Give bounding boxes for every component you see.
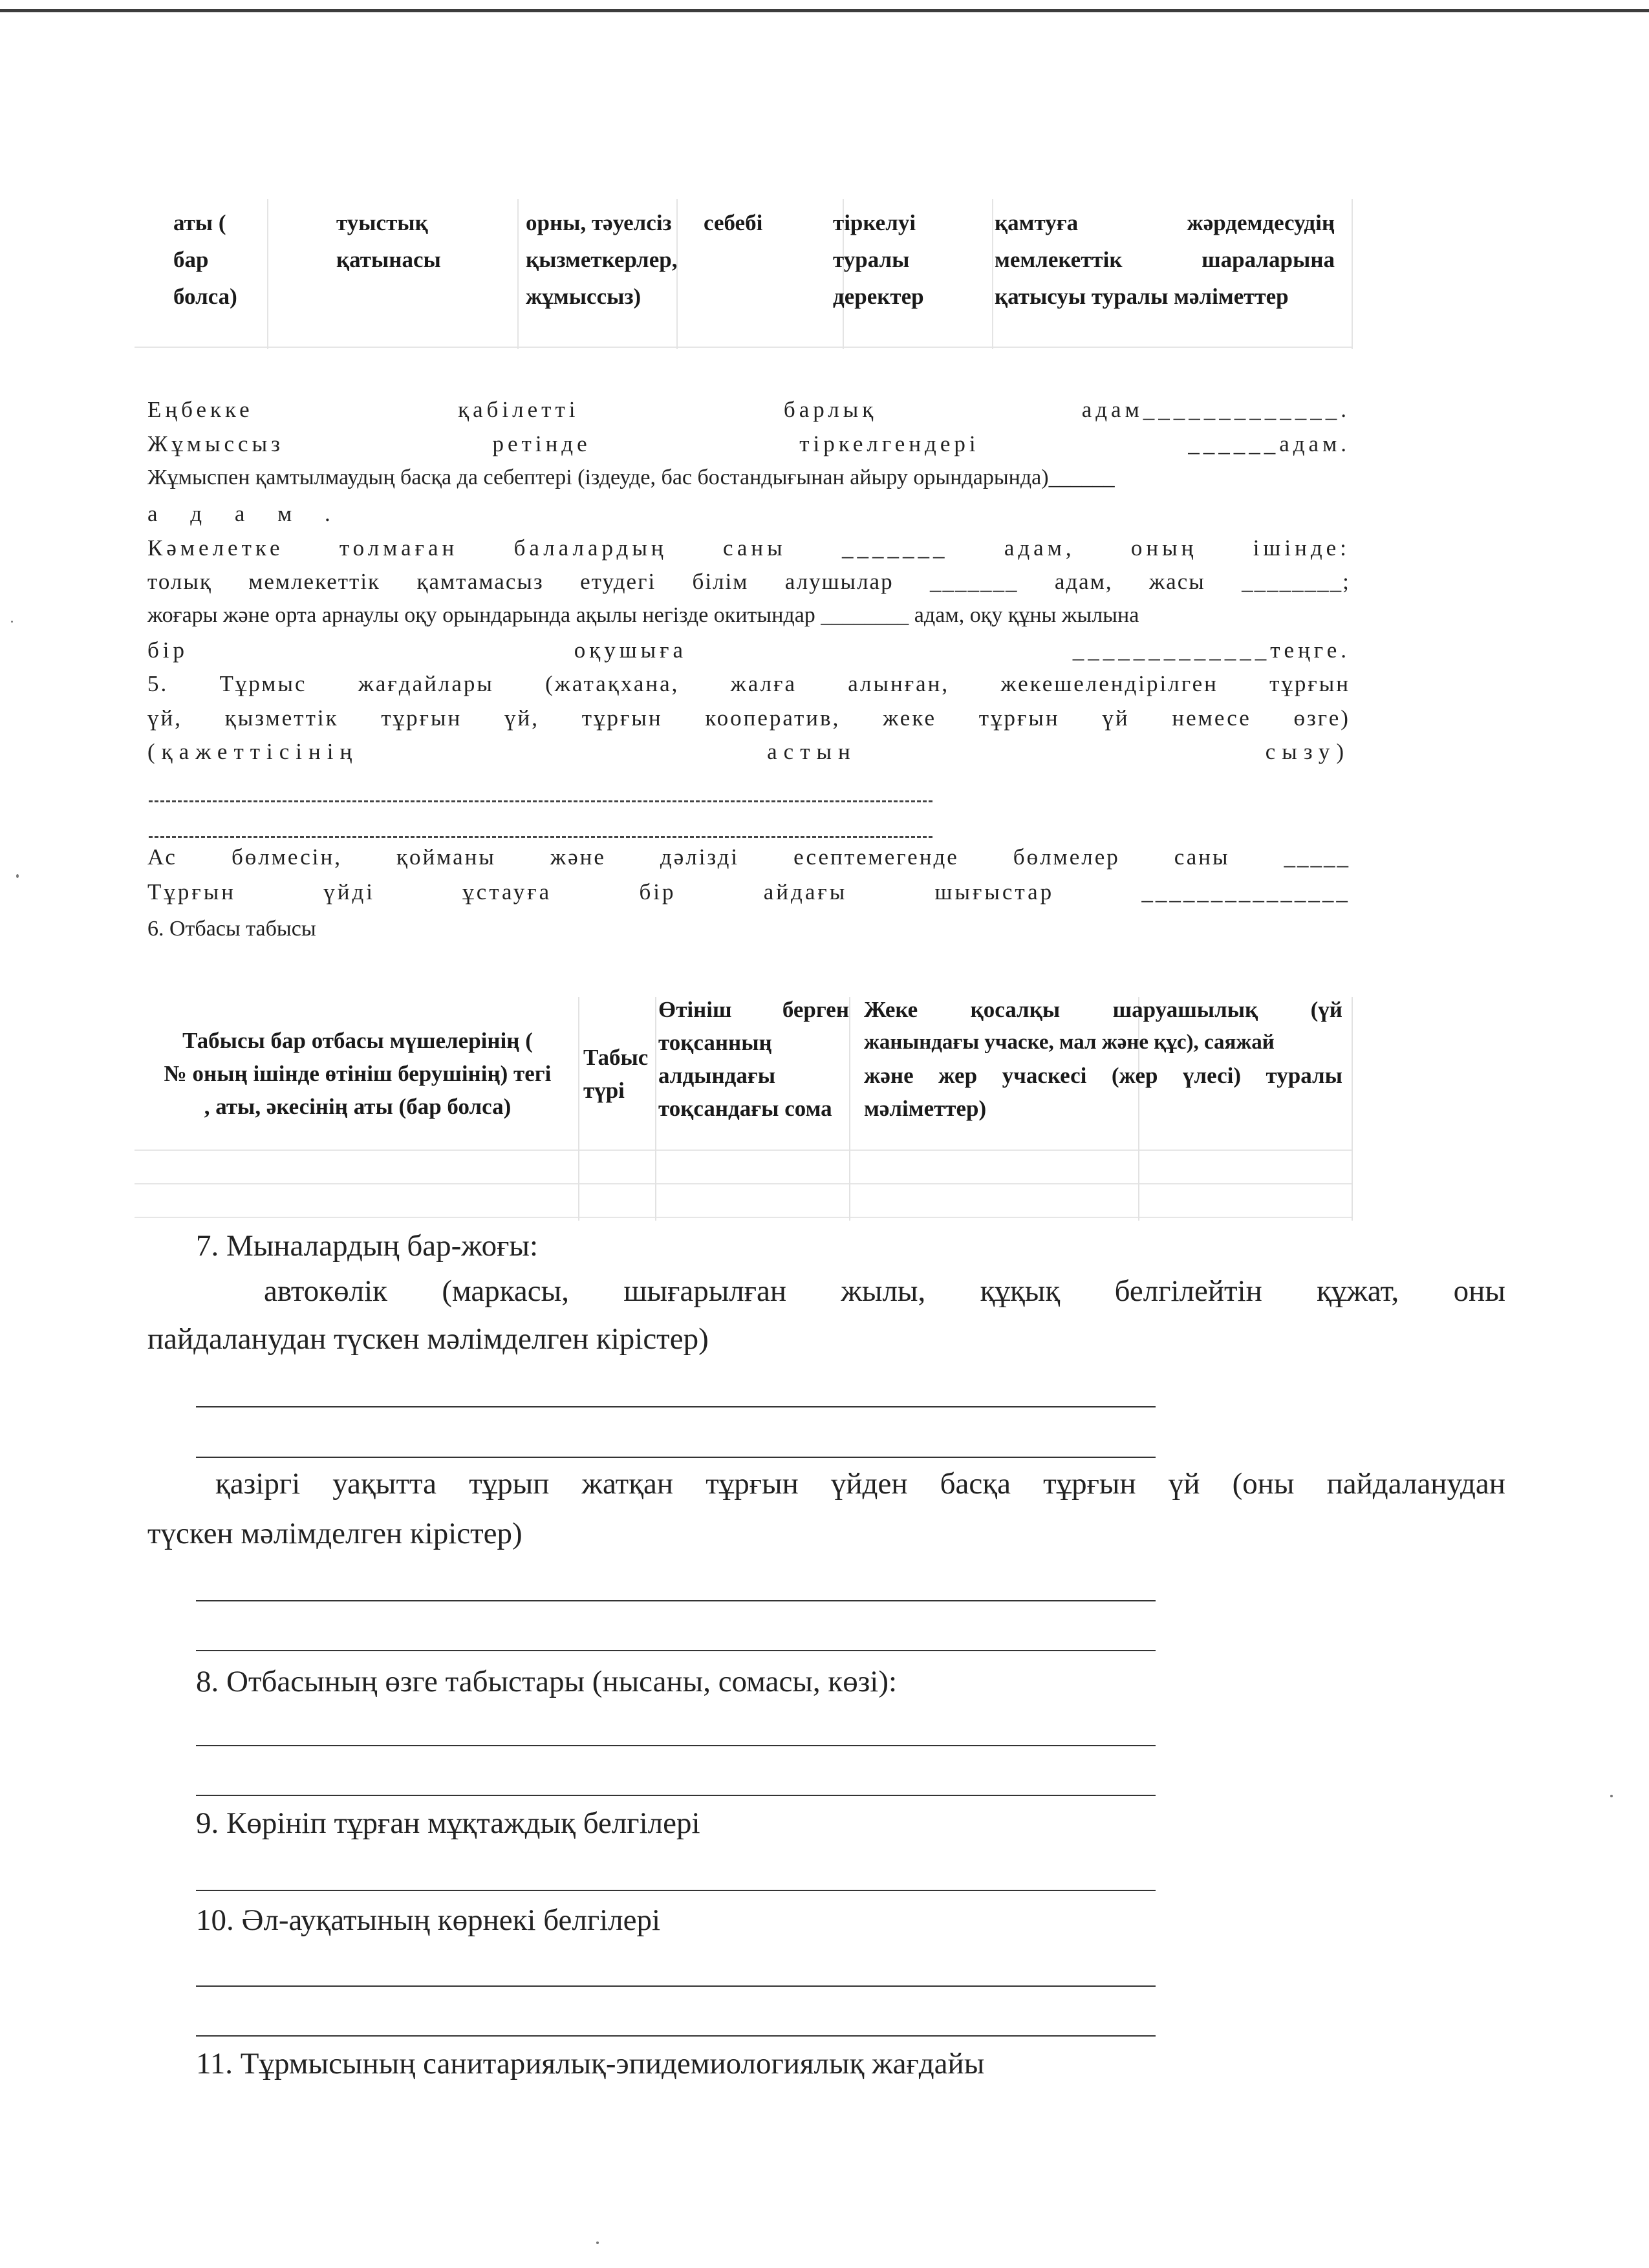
vehicle-line-2 [147, 1321, 709, 1356]
blank-line [196, 1600, 1156, 1601]
text-word: тұрғын [706, 1467, 799, 1501]
header-text: және [864, 1063, 914, 1088]
text-word: ________; [1242, 569, 1350, 594]
table-rule [1352, 997, 1353, 1221]
text-word: оқушыға [574, 637, 687, 663]
justified-line [147, 671, 1350, 697]
text-word: мемлекеттік [248, 569, 381, 594]
blank-line [196, 1650, 1156, 1651]
table-rule [135, 1150, 1353, 1151]
header-text: бар [173, 247, 209, 272]
justified-line [147, 879, 1350, 905]
minors-line [147, 535, 1350, 561]
scan-speck [1610, 1795, 1613, 1797]
text-word: ретінде [492, 431, 591, 456]
text-word: жатқан [581, 1467, 674, 1501]
section-8-title [196, 1664, 897, 1699]
text-word: үй [1168, 1467, 1200, 1501]
housing-types-line [147, 705, 1350, 731]
text-word: кооператив, [705, 705, 841, 731]
text-word: Еңбекке [147, 397, 253, 422]
justified-line [215, 1466, 1505, 1501]
table-rule [517, 199, 519, 349]
text-word: адам_____________. [1081, 397, 1350, 422]
text-word: және [550, 844, 606, 870]
header-member-name [135, 1024, 581, 1123]
scan-border [0, 0, 1649, 14]
header-text: жұмыссыз) [526, 284, 641, 309]
text-word: үйден [830, 1467, 908, 1501]
justified-line [147, 739, 1350, 765]
text-word: толмаған [339, 535, 458, 561]
rooms-line [147, 844, 1350, 870]
header-quarter-sum [658, 993, 849, 1125]
header-text: , аты, әкесінің аты (бар болса) [204, 1094, 512, 1119]
text-line: 9. Көрініп тұрған мұқтаждық белгілері [196, 1806, 700, 1840]
scan-speck [596, 2241, 599, 2244]
text-word: (оны [1232, 1467, 1295, 1501]
text-word: құқық [980, 1274, 1061, 1308]
justified-line [147, 705, 1350, 731]
justified-line [264, 1274, 1505, 1309]
header-text: болса) [173, 284, 237, 309]
text-word: пайдаланудан [1326, 1467, 1505, 1501]
header-text: (үй [1310, 997, 1342, 1022]
blank-line [196, 1890, 1156, 1891]
header-occupation [526, 204, 677, 315]
header-text: жер [938, 1063, 978, 1088]
text-word: тұрғын [1269, 671, 1350, 696]
text-word: жеке [883, 705, 937, 731]
text-word: бір [639, 879, 676, 904]
header-text: Жеке [864, 997, 918, 1022]
text-word: үйді [323, 879, 376, 904]
text-line: 7. Мыналардың бар-жоғы: [196, 1229, 539, 1263]
text-word: қызметтік [224, 705, 339, 731]
header-income-type [583, 1041, 648, 1107]
text-word: саны [1174, 844, 1230, 870]
text-word: барлық [783, 397, 878, 422]
text-word: _____________теңге. [1072, 637, 1350, 663]
justified-line [147, 569, 1350, 595]
text-word: жалға [730, 671, 797, 696]
header-name [173, 204, 264, 315]
text-word: басқа [940, 1467, 1011, 1501]
header-employment-measures [995, 204, 1335, 315]
header-text: мемлекеттік шараларына [995, 247, 1335, 272]
justified-line [147, 431, 1350, 457]
text-word: ұстауға [462, 879, 552, 904]
text-word: (қажеттісінің [147, 739, 359, 764]
table-rule [1352, 199, 1353, 349]
header-line [173, 204, 264, 241]
text-word: _______________ [1141, 879, 1350, 904]
header-text: туыстық [336, 210, 428, 235]
text-word: тұрғын [581, 705, 663, 731]
text-word: бөлмелер [1013, 844, 1120, 870]
other-housing-line-2 [147, 1516, 523, 1551]
text-word: толық [147, 569, 212, 594]
text-line: а д а м . [147, 501, 330, 526]
scan-speck [11, 621, 13, 623]
table-rule [135, 347, 1353, 348]
text-word: үй [1102, 705, 1130, 731]
header-relation [336, 204, 441, 278]
text-word: автокөлік [264, 1274, 387, 1308]
justified-line [147, 844, 1350, 870]
header-text: қызметкерлер, [526, 247, 678, 272]
text-word: шығарылған [623, 1274, 787, 1308]
section-9-title [196, 1806, 700, 1841]
table-rule [849, 997, 850, 1221]
table-rule [992, 199, 993, 349]
section-10-title [196, 1903, 660, 1938]
blank-line [196, 1457, 1156, 1458]
text-word: дәлізді [660, 844, 740, 870]
expenses-line [147, 879, 1350, 905]
text-word: білім [692, 569, 749, 594]
header-text: тоқсандағы сома [658, 1096, 832, 1121]
header-text: қатысуы туралы мәліметтер [995, 284, 1289, 309]
header-text: себебі [704, 210, 763, 235]
text-word: оны [1453, 1274, 1505, 1308]
text-word: қойманы [396, 844, 496, 870]
header-text: үлесі) [1182, 1063, 1241, 1088]
vehicle-line [264, 1274, 1505, 1309]
text-word: астын [767, 739, 857, 764]
workers-line [147, 397, 1350, 423]
text-word: тұрып [469, 1467, 550, 1501]
header-reason [704, 204, 762, 241]
text-line: жоғары және орта арнаулы оқу орындарында ақылы негізде окитындар ________ адам, оқу құны жылына [147, 603, 1139, 627]
text-word: оның [1130, 535, 1198, 561]
text-word: қазіргі [215, 1467, 301, 1501]
blank-line [196, 2035, 1156, 2037]
table-rule [135, 1217, 1353, 1218]
text-word: өзге) [1293, 705, 1350, 731]
text-word: жағдайлары [358, 671, 494, 696]
blank-line [196, 1745, 1156, 1746]
section-11-title [196, 2046, 984, 2081]
family-members-table [135, 199, 1353, 349]
blank-line [149, 800, 932, 802]
header-text: шаруашылық [1112, 997, 1258, 1022]
text-word: _______ [929, 569, 1018, 594]
text-word: тұрғын [381, 705, 462, 731]
header-text: учаскесі [1002, 1063, 1087, 1088]
text-word: тұрғын [978, 705, 1060, 731]
text-word: белгілейтін [1114, 1274, 1262, 1308]
text-word: қамтамасыз [416, 569, 544, 594]
text-word: балалардың [513, 535, 667, 561]
text-word: құжат, [1317, 1274, 1399, 1308]
text-word: саны [722, 535, 786, 561]
section-6-title [147, 917, 1350, 941]
header-registration [833, 204, 924, 315]
text-word: бір [147, 637, 189, 663]
family-income-table [135, 997, 1353, 1221]
text-word: тіркелгендері [799, 431, 980, 456]
header-subsidiary-farm [864, 993, 1342, 1125]
header-text: Табыс [583, 1045, 649, 1070]
text-word: немесе [1172, 705, 1251, 731]
header-text: қатынасы [336, 247, 441, 272]
header-text: туралы [1266, 1063, 1342, 1088]
table-rule [655, 997, 656, 1221]
text-word: уақытта [332, 1467, 436, 1501]
text-word: (жатақхана, [545, 671, 680, 696]
student-cost-line [147, 637, 1350, 663]
adam-line [147, 501, 1350, 527]
text-word: есептемегенде [793, 844, 959, 870]
text-line: Жұмыспен қамтылмаудың басқа да себептері (іздеуде, бас бостандығынан айыру орындарында)______ [147, 465, 1115, 489]
text-word: етудегі [580, 569, 656, 594]
blank-line [196, 1985, 1156, 1987]
text-word: жекешелендірілген [1000, 671, 1218, 696]
justified-line [864, 1059, 1342, 1092]
text-word: 5. [147, 671, 169, 696]
unemployed-line [147, 431, 1350, 457]
header-text: № оның ішінде өтініш берушінің) тегі [164, 1061, 552, 1086]
text-word: Жұмыссыз [147, 431, 284, 456]
text-word: ішінде: [1253, 535, 1350, 561]
other-reasons-line [147, 465, 1350, 490]
justified-line [147, 397, 1350, 423]
text-line: 10. Әл-ауқатының көрнекі белгілері [196, 1903, 661, 1937]
text-line: 8. Отбасының өзге табыстары (нысаны, сомасы, көзі): [196, 1665, 898, 1698]
text-word: жылы, [841, 1274, 926, 1308]
higher-edu-line [147, 603, 1350, 628]
text-word: Тұрмыс [219, 671, 307, 696]
header-text: жанындағы учаске, мал және құс), саяжай [864, 1031, 1275, 1054]
text-word: сызу) [1265, 739, 1350, 764]
section-7-title [196, 1228, 538, 1263]
header-text: мәліметтер) [864, 1096, 987, 1121]
header-text: Өтініш берген [658, 997, 849, 1022]
justified-line [864, 993, 1342, 1026]
living-conditions-line [147, 671, 1350, 697]
text-word: бөлмесін, [231, 844, 343, 870]
text-word: Кәмелетке [147, 535, 284, 561]
text-word: (маркасы, [442, 1274, 569, 1308]
full-support-line [147, 569, 1350, 595]
text-word: алынған, [848, 671, 950, 696]
text-word: үй, [504, 705, 539, 731]
header-text: аты ( [173, 210, 226, 235]
justified-line [147, 637, 1350, 663]
text-line: түскен мәлімделген кірістер) [147, 1517, 523, 1550]
header-text: қамтуға жәрдемдесудің [995, 210, 1335, 235]
text-word: ______адам. [1188, 431, 1350, 456]
text-word: жасы [1148, 569, 1205, 594]
header-text: орны, тәуелсіз [526, 210, 672, 235]
blank-line [196, 1406, 1156, 1407]
text-word: адам, [1004, 535, 1075, 561]
text-line: пайдаланудан түскен мәлімделген кірістер) [147, 1322, 709, 1356]
text-word: алушылар [784, 569, 894, 594]
other-housing-line [215, 1466, 1505, 1501]
scan-speck [16, 874, 19, 878]
text-line: 6. Отбасы табысы [147, 917, 316, 941]
text-word: шығыстар [934, 879, 1055, 904]
header-text: (жер [1111, 1063, 1158, 1088]
text-word: тұрғын [1043, 1467, 1136, 1501]
header-text: қосалқы [970, 997, 1061, 1022]
header-text: алдындағы [658, 1063, 776, 1088]
text-word: Ас [147, 844, 177, 870]
table-rule [267, 199, 268, 349]
text-word: қабілетті [458, 397, 579, 422]
text-line: 11. Тұрмысының санитариялық-эпидемиологиялық жағдайы [196, 2047, 985, 2081]
text-word: Тұрғын [147, 879, 236, 904]
text-word: _______ [842, 535, 949, 561]
text-word: адам, [1054, 569, 1113, 594]
blank-line [196, 1795, 1156, 1796]
header-text: деректер [833, 284, 924, 309]
header-text: туралы [833, 247, 910, 272]
text-word: үй, [147, 705, 182, 731]
header-text: Табысы бар отбасы мүшелерінің ( [182, 1028, 533, 1053]
underline-instruction-line [147, 739, 1350, 765]
justified-line [147, 535, 1350, 561]
text-word: айдағы [763, 879, 848, 904]
header-text: түрі [583, 1078, 625, 1103]
table-rule [135, 1183, 1353, 1184]
blank-line [149, 836, 932, 838]
header-text: тіркелуі [833, 210, 916, 235]
text-word: _____ [1284, 844, 1350, 870]
header-text: тоқсанның [658, 1030, 772, 1055]
